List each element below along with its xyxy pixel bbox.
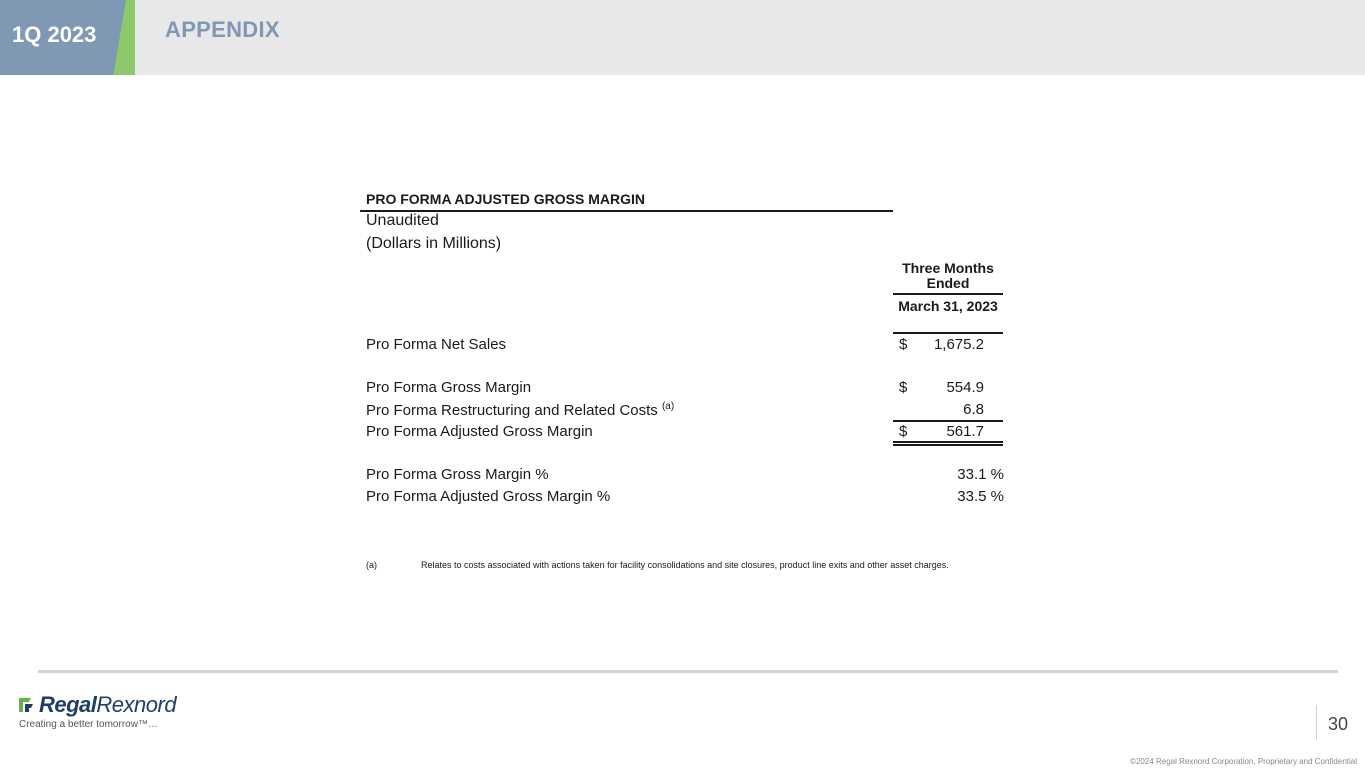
value-gross-margin: 554.9 (946, 379, 984, 396)
logo-word-regal: Regal (39, 692, 97, 717)
subtotal-rule (893, 420, 1003, 422)
table-title-rule (360, 210, 893, 212)
value-gross-margin-pct: 33.1 % (957, 466, 1004, 483)
footer-rule (38, 670, 1338, 673)
value-adjusted-gross-margin: 561.7 (946, 423, 984, 440)
row-label-gross-margin: Pro Forma Gross Margin (366, 379, 532, 396)
table-subtitle-units: (Dollars in Millions) (366, 235, 502, 252)
page-number: 30 (1328, 714, 1349, 734)
table-subtitle-unaudited: Unaudited (366, 212, 439, 229)
row-label-restructuring-text: Pro Forma Restructuring and Related Costs (366, 402, 658, 419)
footnote-reference: (a) (661, 401, 675, 412)
copyright-notice: ©2024 Regal Rexnord Corporation, Proprietary and Confidential (1130, 757, 1357, 766)
column-date-rule (893, 332, 1003, 334)
footnote-text: Relates to costs associated with actions taken for facility consolidations and site closures, product line exits and other asset charges. (421, 560, 949, 570)
quarter-label: 1Q 2023 (12, 22, 97, 47)
row-label-net-sales: Pro Forma Net Sales (366, 336, 507, 353)
logo-wordmark (39, 692, 176, 717)
column-header-rule (893, 293, 1003, 295)
table-title: PRO FORMA ADJUSTED GROSS MARGIN (366, 191, 645, 207)
currency-symbol: $ (899, 379, 908, 396)
currency-symbol: $ (899, 336, 908, 353)
page-number-divider (1316, 705, 1317, 740)
row-label-adjusted-gross-margin: Pro Forma Adjusted Gross Margin (366, 423, 593, 440)
page-title: APPENDIX (165, 17, 280, 42)
value-adjusted-gross-margin-pct: 33.5 % (957, 488, 1004, 505)
value-restructuring: 6.8 (963, 401, 984, 418)
logo-tagline: Creating a better tomorrow™… (19, 719, 158, 730)
footnote-mark: (a) (366, 560, 377, 570)
row-label-adjusted-gross-margin-pct: Pro Forma Adjusted Gross Margin % (366, 488, 611, 505)
column-header-date: March 31, 2023 (898, 298, 998, 314)
logo-word-rexnord: Rexnord (96, 692, 177, 717)
logo-mark-icon (17, 696, 37, 719)
column-header-period: Three Months Ended (902, 260, 994, 291)
total-double-rule-top (893, 441, 1003, 443)
total-double-rule-bottom (893, 444, 1003, 446)
row-label-restructuring (366, 401, 674, 419)
company-logo (17, 693, 176, 719)
currency-symbol: $ (899, 423, 908, 440)
row-label-gross-margin-pct: Pro Forma Gross Margin % (366, 466, 549, 483)
value-net-sales: 1,675.2 (933, 336, 984, 353)
